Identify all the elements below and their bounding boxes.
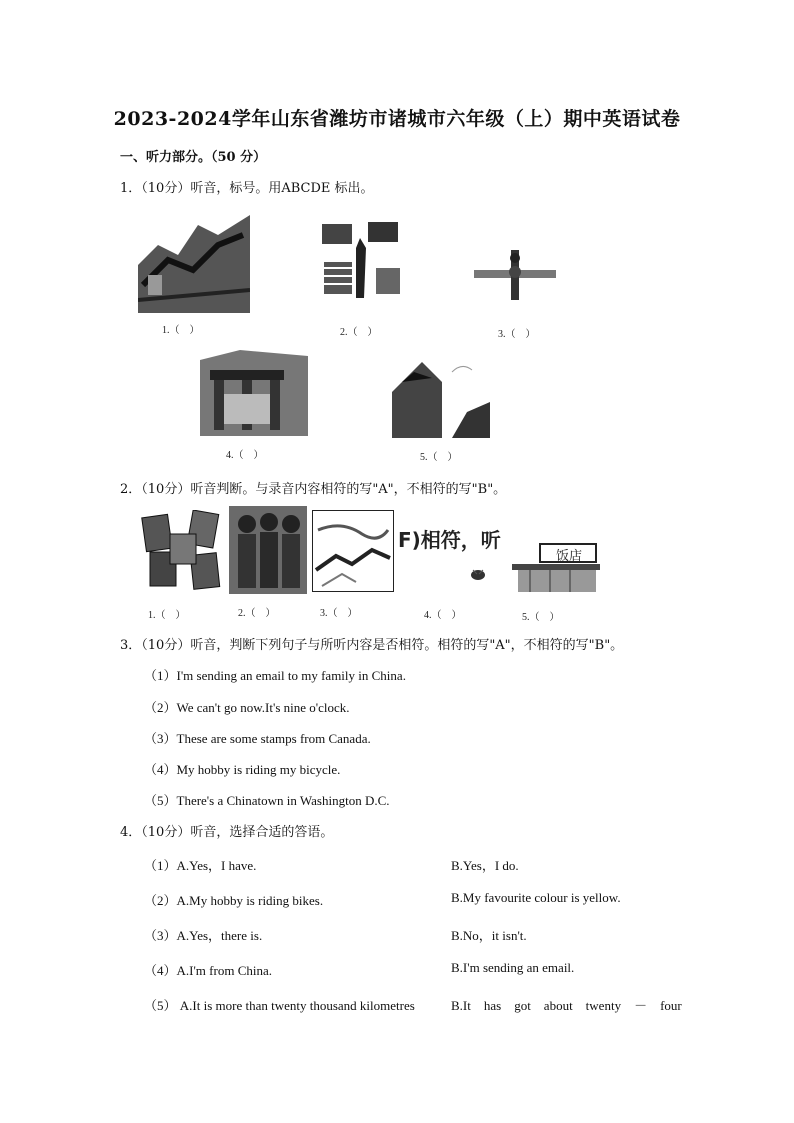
q4-row-3-option-b: B.No，it isn't. [451, 928, 527, 943]
q2-stem: 2．（10分）听音判断。与录音内容相符的写"A"，不相符的写"B"。 [120, 482, 507, 497]
q1-picture-flags-statue [320, 218, 402, 300]
q2-caption-1: 1.（ ） [148, 610, 186, 621]
q1-caption-5: 5.（ ） [420, 452, 458, 463]
q2-caption-5: 5.（ ） [522, 612, 560, 623]
q2-picture-text: F)相符，听 [398, 528, 501, 552]
q4-row-1-option-a: （1）A.Yes，I have. [144, 858, 257, 873]
q3-stem: 3．（10分）听音，判断下列句子与所听内容是否相符。相符的写"A"，不相符的写"B"。 [120, 638, 624, 653]
q4-row-1-option-b: B.Yes，I do. [451, 858, 519, 873]
q4-stem: 4．（10分）听音，选择合适的答语。 [120, 825, 334, 840]
q2-picture-bee [468, 566, 488, 582]
q4-row-2-option-b: B.My favourite colour is yellow. [451, 890, 621, 905]
q4-row-4-option-b: B.I'm sending an email. [451, 960, 575, 975]
q2-picture-map-wall [312, 510, 394, 592]
q4-row-5-option-b: B.It has got about twenty － four [451, 998, 682, 1013]
q3-item-4: （4）My hobby is riding my bicycle. [144, 762, 341, 777]
q4-row-3-option-a: （3）A.Yes，there is. [144, 928, 263, 943]
exam-title: 2023-2024学年山东省潍坊市诸城市六年级（上）期中英语试卷 [113, 108, 681, 130]
q1-picture-tower [474, 248, 556, 300]
q4-row-2-option-a: （2）A.My hobby is riding bikes. [144, 893, 324, 908]
q1-picture-gate [200, 350, 308, 436]
q3-item-3: （3）These are some stamps from Canada. [144, 731, 371, 746]
q1-stem: 1．（10分）听音，标号。用ABCDE 标出。 [120, 181, 374, 196]
q1-caption-4: 4.（ ） [226, 450, 264, 461]
q4-row-5-option-a: （5） A.It is more than twenty thousand kilometres [144, 998, 415, 1013]
section-listening-heading: 一、听力部分。（50 分） [120, 150, 267, 165]
q1-picture-great-wall [138, 205, 250, 313]
q3-item-2: （2）We can't go now.It's nine o'clock. [144, 700, 350, 715]
q4-row-4-option-a: （4）A.I'm from China. [144, 963, 272, 978]
q1-caption-3: 3.（ ） [498, 329, 536, 340]
q3-item-5: （5）There's a Chinatown in Washington D.C. [144, 793, 390, 808]
q2-picture-people [229, 506, 307, 594]
q2-caption-3: 3.（ ） [320, 608, 358, 619]
q2-picture-restaurant [510, 542, 602, 594]
q2-restaurant-sign: 饭店 [556, 549, 583, 564]
q2-picture-stamps [140, 510, 226, 592]
q2-caption-4: 4.（ ） [424, 610, 462, 621]
q3-item-1: （1）I'm sending an email to my family in China. [144, 668, 406, 683]
q1-caption-1: 1.（ ） [162, 325, 200, 336]
q1-picture-pine-mountain [392, 352, 490, 438]
q2-picture-text-fragment [396, 512, 501, 572]
q1-caption-2: 2.（ ） [340, 327, 378, 338]
q2-caption-2: 2.（ ） [238, 608, 276, 619]
